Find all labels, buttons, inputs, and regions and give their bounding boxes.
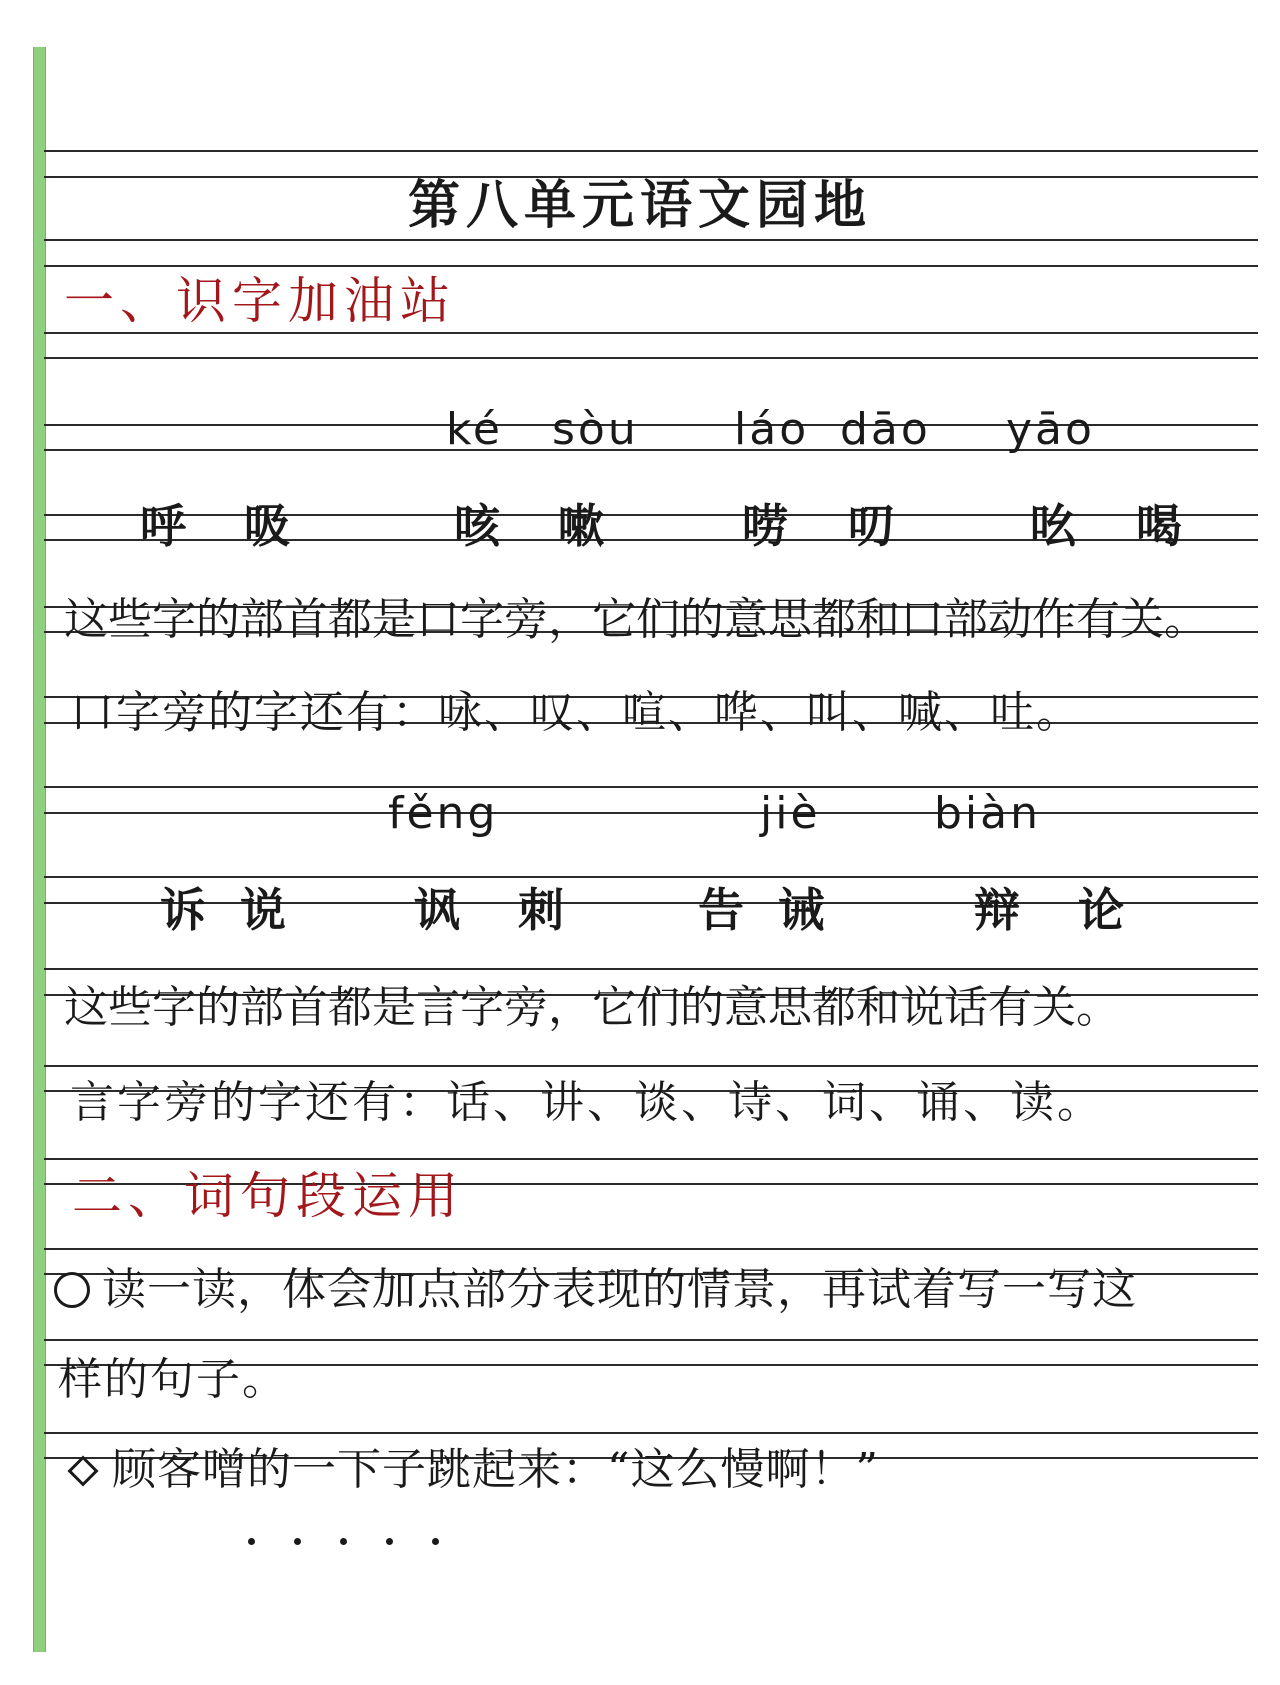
more-line [0,683,1280,743]
word-char: 呼 [140,499,186,553]
rule [44,1432,1258,1434]
note-line [0,590,1280,650]
page-title: 第八单元语文园地 [407,175,872,236]
pinyin-ke: ké [446,404,503,455]
emphasis-dot [294,1538,301,1545]
rule [44,1339,1258,1341]
instruction-text-1: 读一读，体会加点部分表现的情景，再试着写一写这 [102,1264,1137,1315]
word-char: 辩 [974,883,1020,937]
rule [44,812,1258,814]
pinyin-feng: fěng [388,788,499,839]
diamond-bullet-icon [67,1455,98,1486]
emphasis-dot [432,1538,439,1545]
rule [44,786,1258,788]
pinyin-lao: láo [734,404,810,455]
rule [44,1248,1258,1250]
word-char: 唠 [742,499,788,553]
title-line [0,175,1280,238]
instruction-text-2: 样的句子。 [58,1354,288,1405]
rule [44,357,1258,359]
emphasis-dot [248,1538,255,1545]
example-sentence: 顾客噌的一下子跳起来：“这么慢啊！” [112,1444,879,1495]
emphasis-dot [386,1538,393,1545]
section1-heading: 一、识字加油站 [64,272,456,330]
word-char: 嗽 [558,499,604,553]
group1-more: 口字旁的字还有：咏、叹、喧、哗、叫、喊、吐。 [70,687,1082,738]
word-char: 讽 [414,883,460,937]
rule [44,968,1258,970]
word-char: 论 [1078,883,1124,937]
rule [44,876,1258,878]
word-char: 喝 [1136,499,1182,553]
section2-heading: 二、词句段运用 [72,1167,464,1225]
emphasis-dot [340,1538,347,1545]
section2-heading-line [0,1168,1280,1228]
rule [44,902,1258,904]
word-char: 诫 [778,883,824,937]
word-char: 诉 [160,883,206,937]
pinyin-sou: sòu [552,404,639,455]
instruction-line [0,1260,1280,1320]
pinyin-dao: dāo [840,404,931,455]
section1-heading-line [0,273,1280,333]
rule [44,1065,1258,1067]
pinyin-jie: jiè [760,788,821,839]
rule [44,150,1258,152]
word-char: 咳 [454,499,500,553]
group2-note: 这些字的部首都是言字旁，它们的意思都和说话有关。 [64,982,1120,1033]
more-line [0,1073,1280,1133]
word-char: 刺 [518,883,564,937]
circle-bullet-icon [54,1272,90,1308]
group2-more: 言字旁的字还有：话、讲、谈、诗、词、诵、读。 [70,1077,1104,1128]
group1-note: 这些字的部首都是口字旁，它们的意思都和口部动作有关。 [64,594,1208,645]
note-line [0,978,1280,1038]
pinyin-yao: yāo [1006,404,1095,455]
instruction-line [0,1350,1280,1410]
word-char: 吸 [244,499,290,553]
example-line [0,1440,1280,1500]
pinyin-bian: biàn [934,788,1042,839]
word-char: 告 [698,883,744,937]
rule [44,239,1258,241]
word-char: 叨 [848,499,894,553]
word-char: 吆 [1030,499,1076,553]
word-char: 说 [240,883,286,937]
